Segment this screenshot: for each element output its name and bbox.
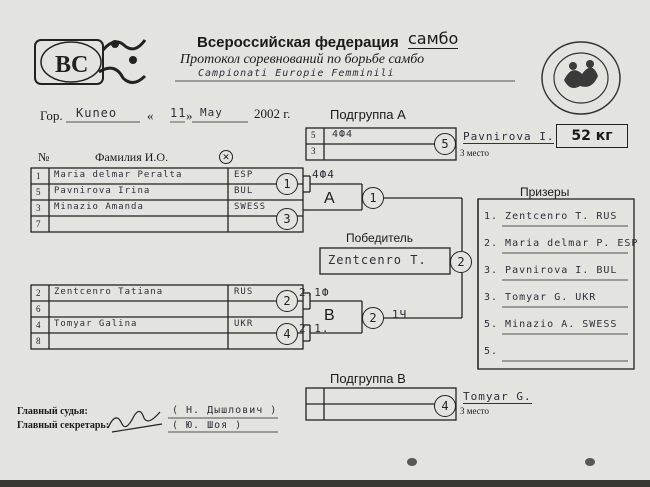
b-bout1-score: 2.1Ф	[299, 286, 330, 299]
a-third-r2-num: 3	[311, 146, 316, 156]
chief-judge-label: Главный судья:	[17, 406, 88, 417]
a-pool-winner: 1	[362, 187, 384, 209]
a-row-2-num: 5	[36, 187, 41, 197]
day-open-quote: «	[147, 108, 154, 123]
tick-mark-icon: ✕	[219, 150, 233, 164]
a-row-1-num: 1	[36, 171, 41, 181]
a-bout1-winner: 1	[276, 173, 298, 195]
a-row-2-country: BUL	[234, 186, 254, 196]
prize-3a: 3. Pavnirova I. BUL	[484, 265, 618, 276]
chief-judge-name: ( Н. Дышлович )	[172, 405, 278, 416]
month-value: May	[200, 106, 223, 119]
day-close-quote: »	[186, 108, 193, 123]
punch-hole-right	[585, 458, 595, 466]
chief-secretary-label: Главный секретарь:	[17, 420, 110, 431]
b-third-winner: 4	[434, 395, 456, 417]
protocol-title: Протокол соревнований по борьбе самбо	[180, 52, 425, 67]
subgroup-a-title: Подгруппа А	[330, 107, 406, 122]
punch-hole-left	[407, 458, 417, 466]
a-third-r1-num: 5	[311, 130, 316, 140]
final-winner-circle: 2	[450, 251, 472, 273]
pool-a-letter: A	[324, 190, 335, 207]
b-bout2-winner: 4	[276, 323, 298, 345]
subgroup-b-title: Подгруппа В	[330, 371, 406, 386]
sambo-logo-text: самбо	[408, 29, 459, 48]
name-header: Фамилия И.О.	[95, 150, 169, 164]
prize-5a: 5. Minazio A. SWESS	[484, 319, 618, 330]
chief-secretary-name: ( Ю. Шоя )	[172, 420, 243, 431]
a-third-winner: 5	[434, 133, 456, 155]
b-row-1-name: Zentcenro Tatiana	[54, 287, 164, 297]
num-header: №	[38, 150, 50, 164]
b-pool-score: 1Ч	[392, 308, 408, 321]
b-bout1-winner: 2	[276, 290, 298, 312]
b-row-1-num: 2	[36, 288, 41, 298]
a-third-r1-note: 4Ф4	[332, 129, 354, 140]
prizes-title: Призеры	[520, 185, 570, 199]
competition-name: Campionati Europie Femminili	[198, 68, 395, 79]
prize-3b: 3. Tomyar G. UKR	[484, 292, 597, 303]
a-bout1-score: 4Ф4	[312, 168, 335, 181]
b-row-1-country: RUS	[234, 287, 254, 297]
city-value: Kuneo	[76, 106, 118, 120]
b-row-3-name: Tomyar Galina	[54, 319, 138, 329]
a-row-2-name: Pavnirova Irina	[54, 186, 151, 196]
b-row-3-num: 4	[36, 320, 41, 330]
signature-scribble	[108, 411, 162, 432]
b-bout2-score: 2.1.	[299, 322, 330, 335]
federation-title: Всероссийская федерация	[197, 34, 399, 51]
a-row-4-num: 7	[36, 219, 41, 229]
federation-logo	[33, 32, 148, 94]
svg-text:ВС: ВС	[55, 52, 89, 78]
fias-stamp	[540, 40, 622, 116]
a-third-place: 3 место	[460, 148, 489, 158]
a-row-1-country: ESP	[234, 170, 254, 180]
b-row-2-num: 6	[36, 304, 41, 314]
prize-1: 1. Zentcenro T. RUS	[484, 211, 618, 222]
b-row-4-num: 8	[36, 336, 41, 346]
weight-class: 52 кг	[556, 124, 628, 148]
year-value: 2002 г.	[254, 106, 291, 121]
final-winner-name: Zentcenro T.	[328, 253, 427, 267]
b-third-place: 3 место	[460, 406, 489, 416]
day-value: 11	[170, 106, 187, 120]
b-row-3-country: UKR	[234, 319, 254, 329]
a-row-3-num: 3	[36, 203, 41, 213]
a-row-3-country: SWESS	[234, 202, 267, 212]
prize-5b: 5.	[484, 346, 499, 357]
final-label: Победитель	[346, 231, 414, 245]
b-pool-winner: 2	[362, 307, 384, 329]
a-row-1-name: Maria delmar Peralta	[54, 170, 183, 180]
a-third-name: Pavnirova I.	[463, 130, 555, 143]
city-label: Гор.	[40, 108, 63, 123]
pool-b-letter: B	[324, 307, 335, 324]
prize-2: 2. Maria delmar P. ESP	[484, 238, 639, 249]
a-bout2-winner: 3	[276, 208, 298, 230]
b-third-name: Tomyar G.	[463, 390, 532, 403]
a-row-3-name: Minazio Amanda	[54, 202, 144, 212]
